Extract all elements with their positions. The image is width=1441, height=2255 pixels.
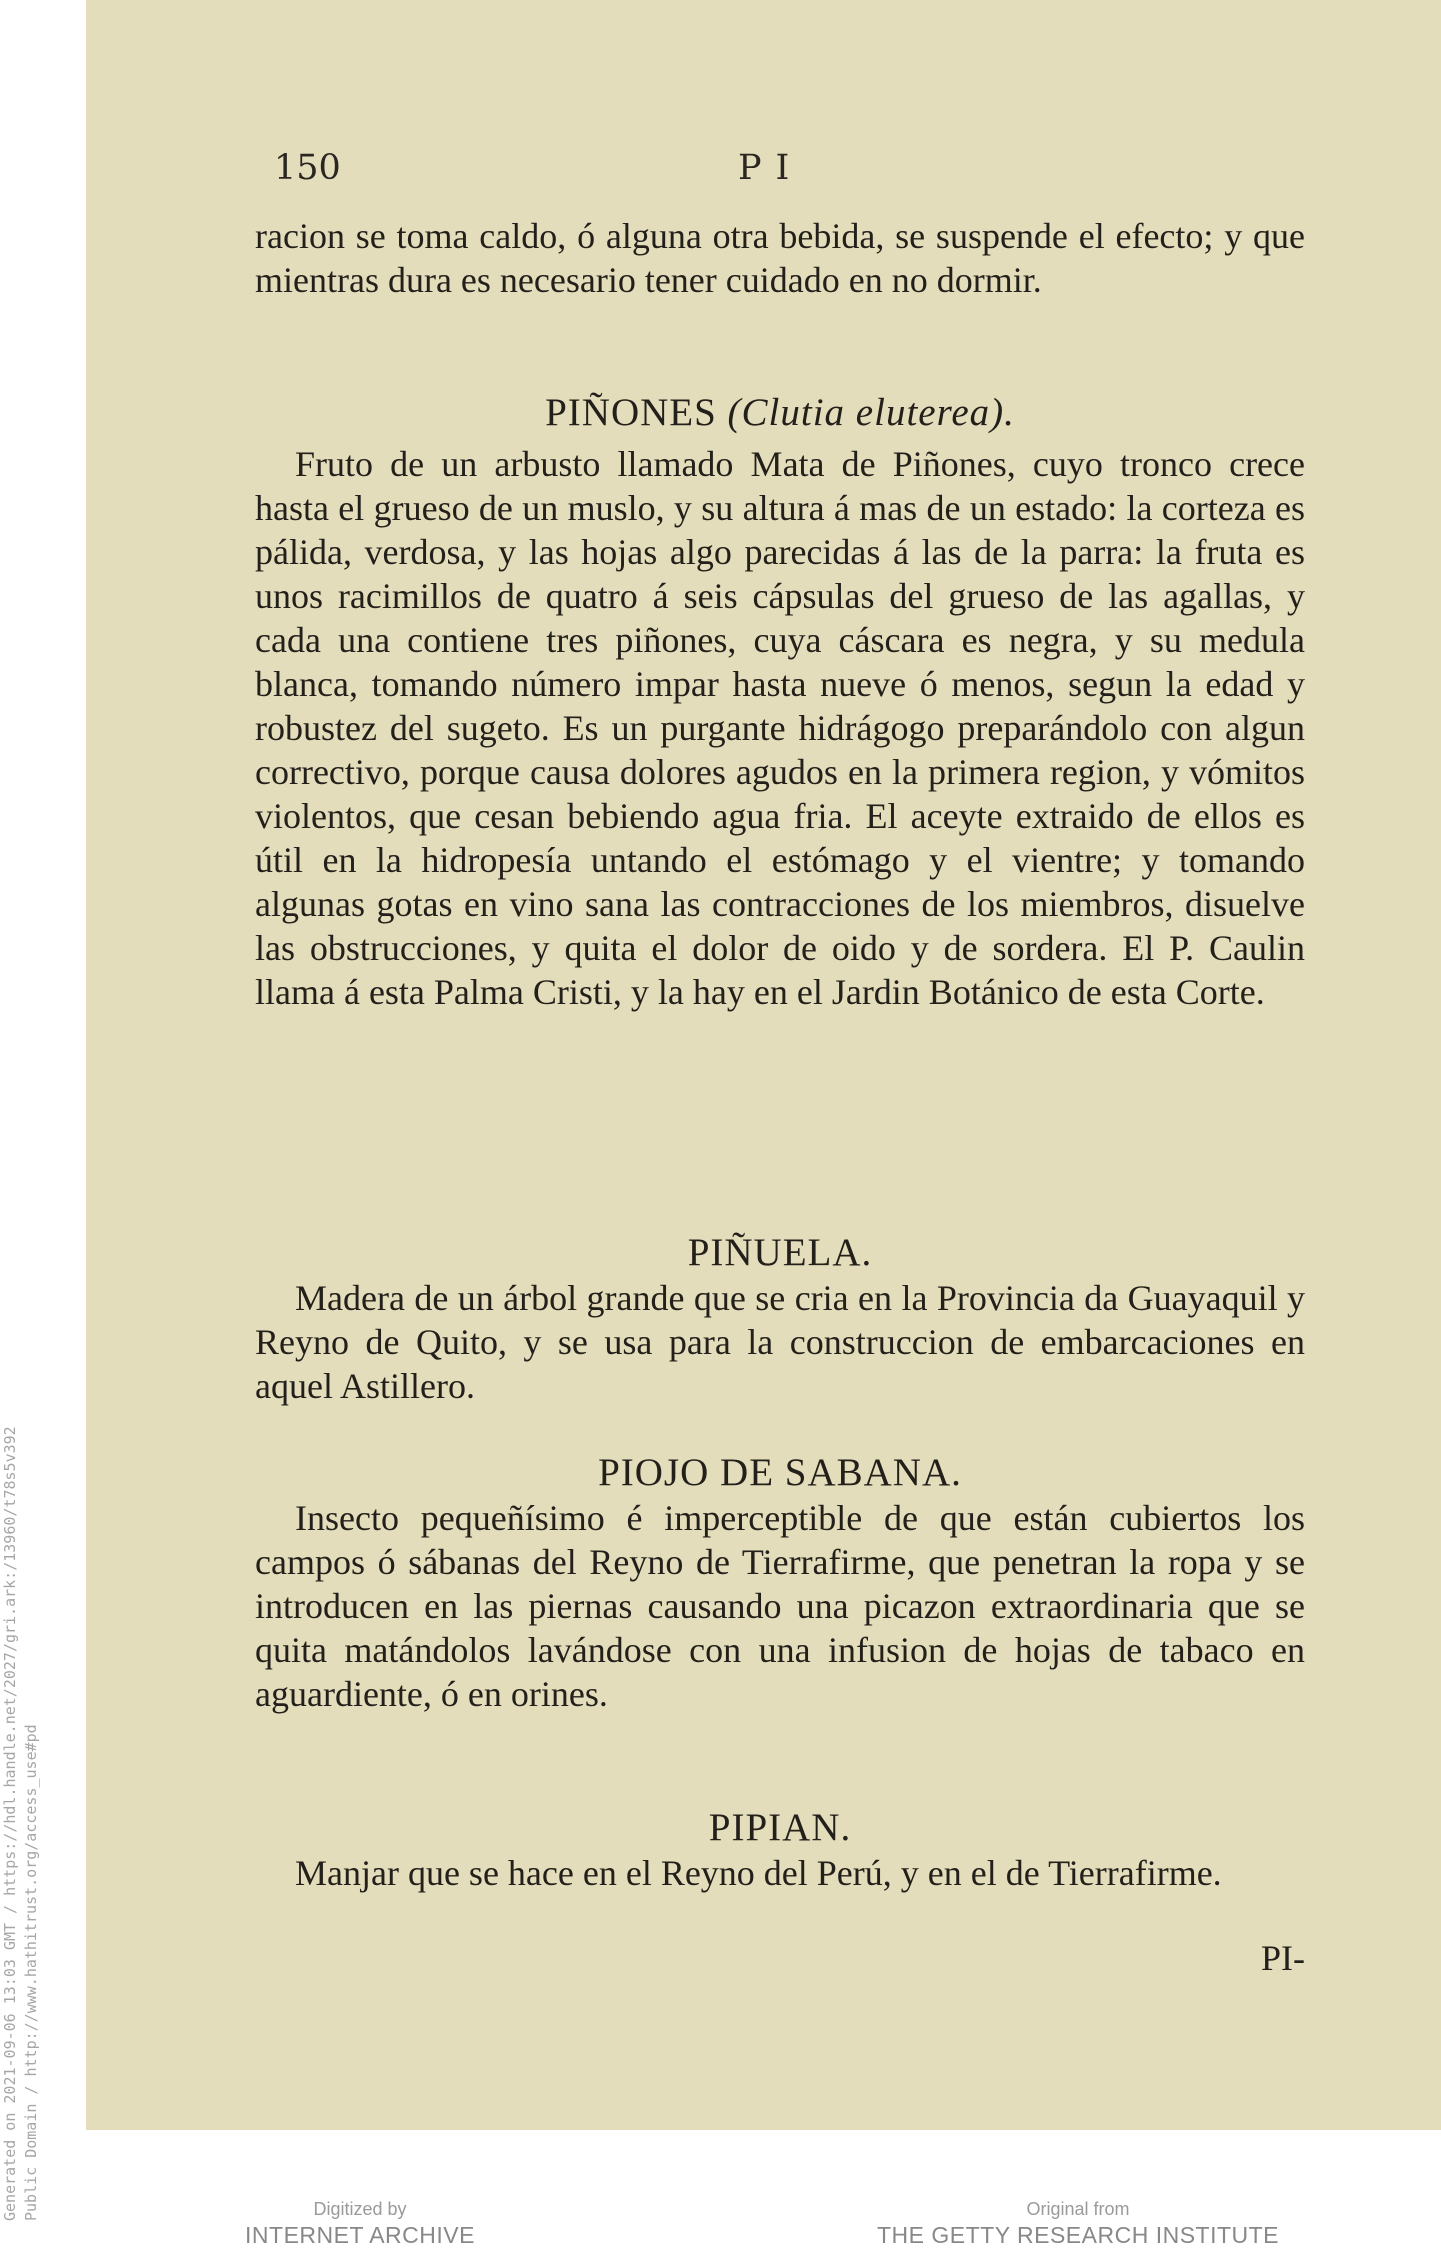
entry-heading-pinones	[255, 390, 1305, 435]
footer-left-caption: Digitized by	[313, 2199, 407, 2219]
entry-body-text: Manjar que se hace en el Reyno del Perú, y en el de Tierrafirme.	[295, 1853, 1222, 1893]
watermark-line-2: Public Domain / http://www.hathitrust.org/access_use#pd	[22, 1724, 40, 2221]
entry-heading-pinuela: PIÑUELA.	[687, 1231, 873, 1274]
entry-heading-latin: (Clutia eluterea).	[727, 391, 1015, 434]
catchword: PI-	[1261, 1938, 1305, 1978]
access-watermark	[0, 1426, 42, 2221]
entry-body-pipian	[255, 1851, 1305, 1895]
entry-body-text: Insecto pequeñísimo é imperceptible de que están cubiertos los campos ó sábanas del Reyno de Tierrafirme, que penetran la ropa y se introducen en las piernas causando una picazon extraordinaria que se quita matándolos lavándose con una infusion de hojas de tabaco en aguardiente, ó en orines.	[255, 1498, 1305, 1714]
footer-right-caption: Original from	[1026, 2199, 1130, 2219]
entry-body-piojo-de-sabana	[255, 1496, 1305, 1716]
footer-right-source: THE GETTY RESEARCH INSTITUTE	[876, 2222, 1280, 2248]
watermark-line-1: Generated on 2021-09-06 13:03 GMT / https://hdl.handle.net/2027/gri.ark:/13960/t78s5v392	[1, 1426, 19, 2221]
running-head-title: PI	[738, 148, 804, 188]
continuation-text: racion se toma caldo, ó alguna otra bebida, se suspende el efecto; y que mientras dura es necesario tener cuidado en no dormir.	[255, 216, 1305, 300]
footer-original-from	[858, 2198, 1298, 2250]
entry-heading-text: PIÑONES	[545, 391, 717, 434]
entry-body-text: Fruto de un arbusto llamado Mata de Piñones, cuyo tronco crece hasta el grueso de un muslo, y su altura á mas de un estado: la corteza es pálida, verdosa, y las hojas algo parecidas á las de la parra: la fruta es unos racimillos de quatro á seis cápsulas del grueso de las agallas, y cada una contiene tres piñones, cuya cáscara es negra, y su medula blanca, tomando número impar hasta nueve ó menos, segun la edad y robustez del sugeto. Es un purgante hidrágogo preparándolo con algun correctivo, porque causa dolores agudos en la primera region, y vómitos violentos, que cesan bebiendo agua fria. El aceyte extraido de ellos es útil en la hidropesía untando el estómago y el vientre; y tomando algunas gotas en vino sana las contracciones de los miembros, disuelve las obstrucciones, y quita el dolor de oido y de sordera. El P. Caulin llama á esta Palma Cristi, y la hay en el Jardin Botánico de esta Corte.	[255, 444, 1305, 1012]
entry-body-pinones	[255, 442, 1305, 1014]
entry-body-pinuela	[255, 1276, 1305, 1408]
continuation-paragraph	[255, 214, 1305, 302]
entry-heading-piojo-de-sabana: PIOJO DE SABANA.	[598, 1451, 962, 1494]
page-number: 150	[274, 148, 341, 188]
entry-heading-pipian: PIPIAN.	[708, 1806, 852, 1849]
entry-body-text: Madera de un árbol grande que se cria en la Provincia da Guayaquil y Reyno de Quito, y se usa para la construccion de embarcaciones en aquel Astillero.	[255, 1278, 1305, 1406]
footer-digitized-by	[200, 2198, 520, 2250]
footer-left-source: INTERNET ARCHIVE	[245, 2222, 475, 2248]
